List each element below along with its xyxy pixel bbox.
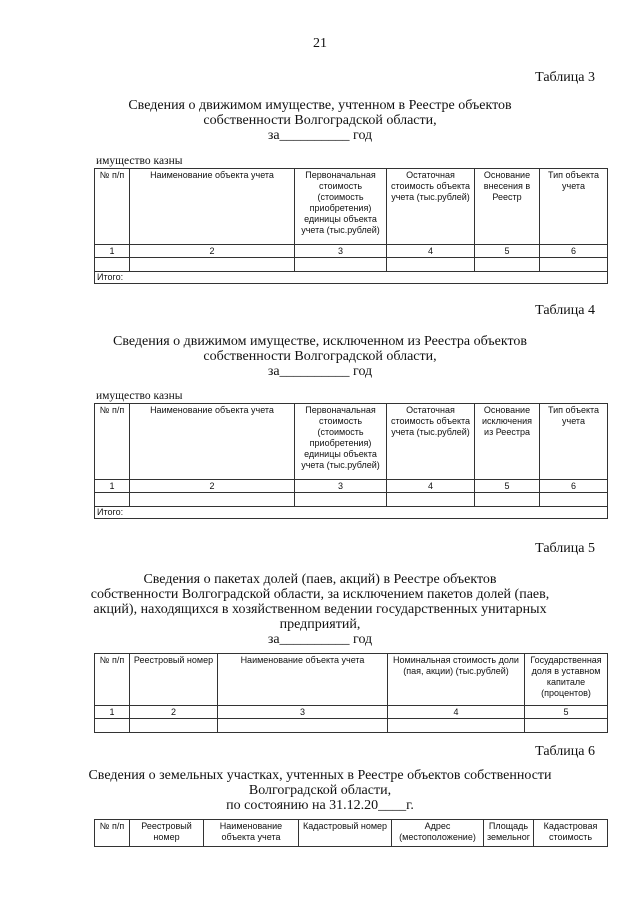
table3-num-6: 6 [540, 245, 608, 258]
table6-header-row [95, 820, 608, 847]
table3-caption: имущество казны [96, 155, 183, 167]
table3-label: Таблица 3 [535, 70, 595, 85]
table6 [94, 819, 608, 847]
table4-caption: имущество казны [96, 390, 183, 402]
table3-col-6: Тип объекта учета [540, 169, 608, 245]
table3-total-label: Итого: [95, 272, 608, 284]
table4-num-6: 6 [540, 480, 608, 493]
table3-heading-line-2: собственности Волгоградской области, [203, 113, 437, 128]
table4-col-3: Первоначальная стоимость (стоимость приобретения) единицы объекта учета (тыс.рублей) [295, 404, 387, 480]
table3-number-row [95, 245, 608, 258]
table5-num-4: 4 [388, 706, 525, 719]
table3-num-2: 2 [130, 245, 295, 258]
table5-col-1: № п/п [95, 654, 130, 706]
table5-number-row [95, 706, 608, 719]
table4-col-2: Наименование объекта учета [130, 404, 295, 480]
table6-col-5: Адрес (местоположение) [392, 820, 484, 847]
table3-col-5: Основание внесения в Реестр [475, 169, 540, 245]
table5-num-3: 3 [218, 706, 388, 719]
table5-header-row [95, 654, 608, 706]
table3 [94, 168, 608, 284]
table4-header-row [95, 404, 608, 480]
table5-num-1: 1 [95, 706, 130, 719]
table6-col-6: Площадь земельног [484, 820, 534, 847]
table4-col-5: Основание исключения из Реестра [475, 404, 540, 480]
table4-num-3: 3 [295, 480, 387, 493]
table4-period: за__________ год [267, 364, 373, 379]
table3-empty-row [95, 258, 608, 272]
table5-heading-line-4: предприятий, [279, 617, 361, 632]
table3-col-2: Наименование объекта учета [130, 169, 295, 245]
table4-col-4: Остаточная стоимость объекта учета (тыс.рублей) [387, 404, 475, 480]
table4-empty-row [95, 493, 608, 507]
table5-label: Таблица 5 [535, 541, 595, 556]
table5-period: за__________ год [267, 632, 373, 647]
table3-total-row [95, 272, 608, 284]
table6-col-2: Реестровый номер [130, 820, 204, 847]
table6-label: Таблица 6 [535, 744, 595, 759]
table6-col-4: Кадастровый номер [299, 820, 392, 847]
page-number: 21 [313, 36, 327, 51]
table5-col-4: Номинальная стоимость доли (пая, акции) (тыс.рублей) [388, 654, 525, 706]
table4-col-1: № п/п [95, 404, 130, 480]
table4 [94, 403, 608, 519]
table5-col-5: Государственная доля в уставном капитале (процентов) [525, 654, 608, 706]
table3-col-3: Первоначальная стоимость (стоимость приобретения) единицы объекта учета (тыс.рублей) [295, 169, 387, 245]
table3-num-3: 3 [295, 245, 387, 258]
table4-number-row [95, 480, 608, 493]
table3-col-4: Остаточная стоимость объекта учета (тыс.рублей) [387, 169, 475, 245]
table4-num-4: 4 [387, 480, 475, 493]
table3-period: за__________ год [267, 128, 373, 143]
table3-num-5: 5 [475, 245, 540, 258]
table5-col-2: Реестровый номер [130, 654, 218, 706]
table4-num-1: 1 [95, 480, 130, 493]
table5-num-2: 2 [130, 706, 218, 719]
table5-heading-line-1: Сведения о пакетах долей (паев, акций) в Реестре объектов [143, 572, 497, 587]
table4-heading-line-1: Сведения о движимом имуществе, исключенном из Реестра объектов [112, 334, 528, 349]
table4-heading-line-2: собственности Волгоградской области, [203, 349, 437, 364]
table3-header-row [95, 169, 608, 245]
table6-heading [60, 768, 580, 813]
table4-total-row [95, 507, 608, 519]
table4-heading [60, 334, 580, 379]
table6-col-7: Кадастровая стоимость [534, 820, 608, 847]
table6-col-3: Наименование объекта учета [204, 820, 299, 847]
table5-heading-line-2: собственности Волгоградской области, за исключением пакетов долей (паев, [90, 587, 550, 602]
table6-col-1: № п/п [95, 820, 130, 847]
table5-empty-row [95, 719, 608, 733]
table5-heading-line-3: акций), находящихся в хозяйственном ведении государственных унитарных [93, 602, 547, 617]
table4-total-label: Итого: [95, 507, 608, 519]
table4-col-6: Тип объекта учета [540, 404, 608, 480]
table5 [94, 653, 608, 733]
table3-num-4: 4 [387, 245, 475, 258]
table4-num-5: 5 [475, 480, 540, 493]
table5-num-5: 5 [525, 706, 608, 719]
table6-heading-line-1: Сведения о земельных участках, учтенных в Реестре объектов собственности [88, 768, 552, 783]
table3-num-1: 1 [95, 245, 130, 258]
table4-label: Таблица 4 [535, 303, 595, 318]
table4-num-2: 2 [130, 480, 295, 493]
table5-col-3: Наименование объекта учета [218, 654, 388, 706]
table3-heading-line-1: Сведения о движимом имуществе, учтенном в Реестре объектов [128, 98, 512, 113]
table3-col-1: № п/п [95, 169, 130, 245]
table5-heading [60, 572, 580, 647]
table6-heading-line-2: Волгоградской области, [248, 783, 392, 798]
table6-heading-line-3: по состоянию на 31.12.20____г. [226, 798, 414, 813]
table3-heading [60, 98, 580, 143]
